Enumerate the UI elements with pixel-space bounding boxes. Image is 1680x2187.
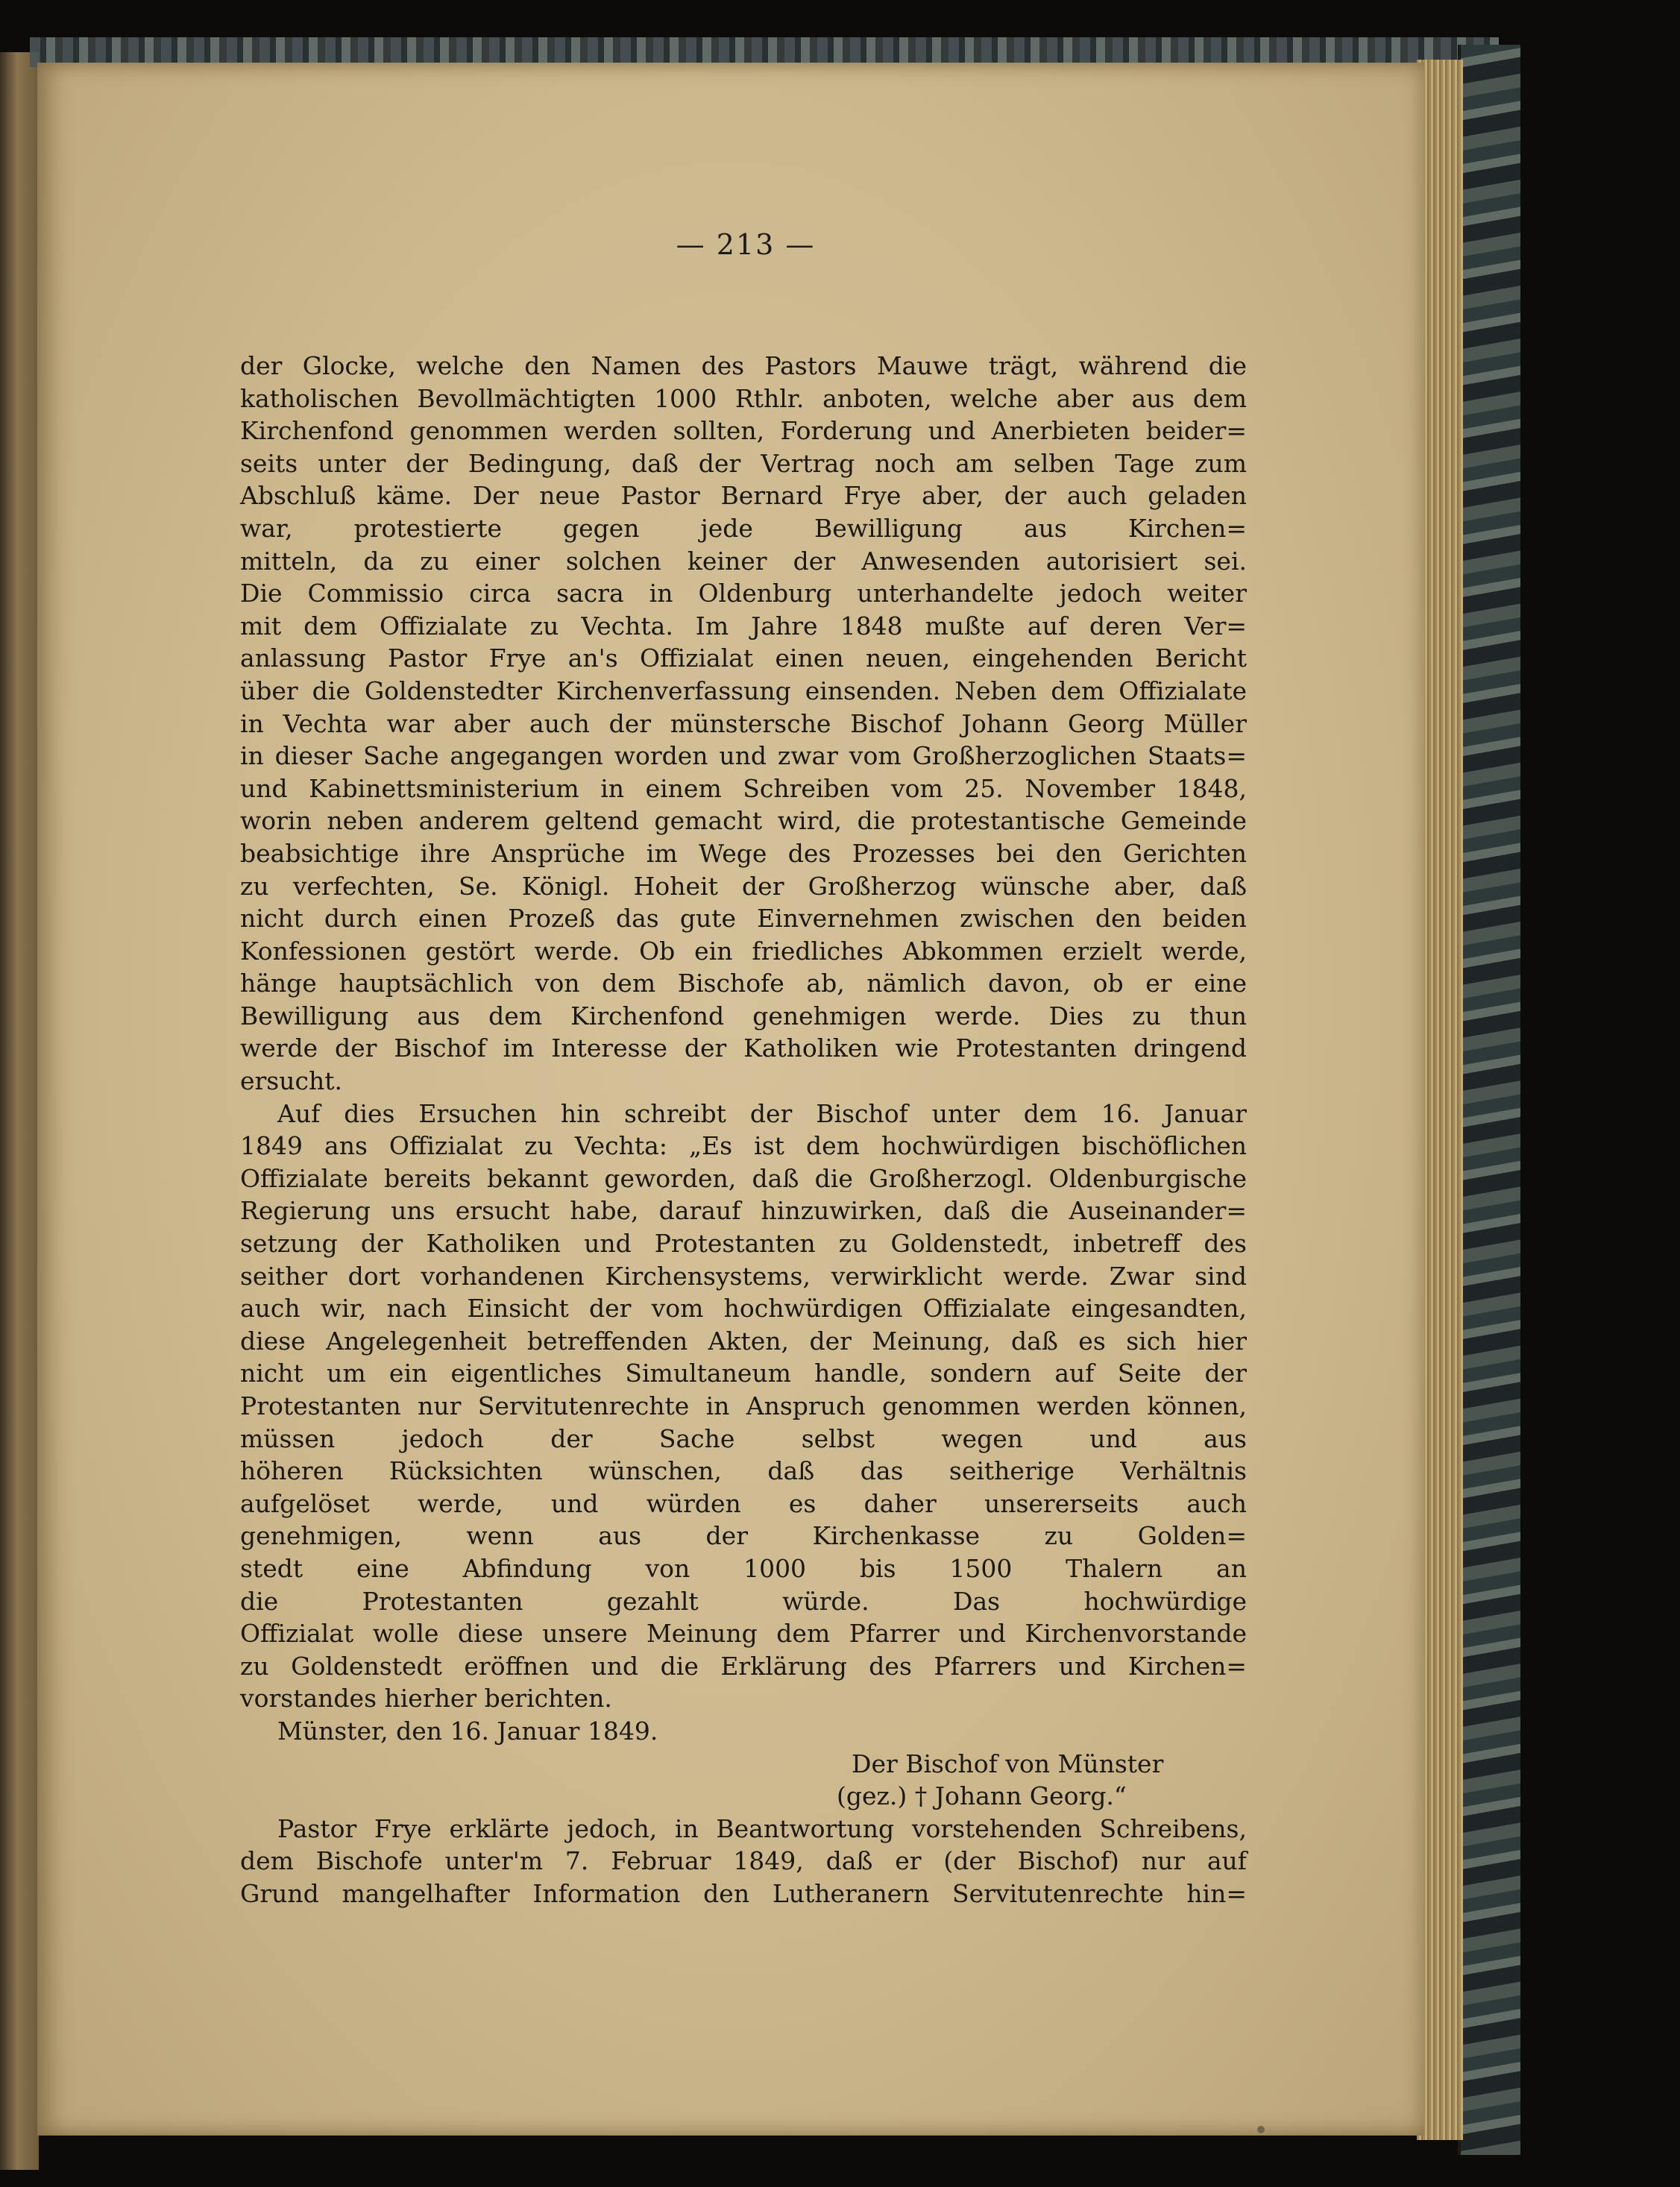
text-line: Kirchenfond genommen werden sollten, Forderung und Anerbieten beider=: [240, 416, 1247, 446]
text-line: Regierung uns ersucht habe, darauf hinzuwirken, daß die Auseinander=: [240, 1196, 1247, 1226]
text-line: ersucht.: [240, 1066, 342, 1096]
text-line: setzung der Katholiken und Protestanten zu Goldenstedt, inbetreff des: [240, 1229, 1247, 1259]
signature-line: (gez.) † Johann Georg.“: [837, 1781, 1127, 1811]
text-line: in dieser Sache angegangen worden und zwar vom Großherzoglichen Staats=: [240, 741, 1247, 771]
text-line: über die Goldenstedter Kirchenverfassung einsenden. Neben dem Offizialate: [240, 676, 1247, 705]
text-line: stedt eine Abfindung von 1000 bis 1500 Thalern an: [240, 1553, 1247, 1583]
text-line: Bewilligung aus dem Kirchenfond genehmigen werde. Dies zu thun: [240, 1001, 1247, 1030]
text-line: Auf dies Ersuchen hin schreibt der Bischof unter dem 16. Januar: [277, 1098, 1247, 1128]
text-line: Konfessionen gestört werde. Ob ein friedliches Abkommen erzielt werde,: [240, 936, 1247, 966]
text-line: dem Bischofe unter'm 7. Februar 1849, daß er (der Bischof) nur auf: [240, 1846, 1247, 1876]
text-line: Grund mangelhafter Information den Lutheranern Servitutenrechte hin=: [240, 1878, 1247, 1908]
text-line: war, protestierte gegen jede Bewilligung aus Kirchen=: [240, 513, 1247, 543]
ink-dot-mark: [1257, 2126, 1265, 2133]
text-line: müssen jedoch der Sache selbst wegen und aus: [240, 1423, 1247, 1453]
text-line: Abschluß käme. Der neue Pastor Bernard Frye aber, der auch geladen: [240, 481, 1247, 511]
text-line: aufgelöset werde, und würden es daher unsererseits auch: [240, 1488, 1247, 1518]
text-line: Protestanten nur Servitutenrechte in Anspruch genommen werden können,: [240, 1391, 1247, 1420]
text-line: Die Commissio circa sacra in Oldenburg unterhandelte jedoch weiter: [240, 579, 1247, 608]
book-page: [37, 63, 1424, 2136]
text-line: diese Angelegenheit betreffenden Akten, der Meinung, daß es sich hier: [240, 1326, 1247, 1356]
text-line: seits unter der Bedingung, daß der Vertrag noch am selben Tage zum: [240, 448, 1247, 478]
text-line: katholischen Bevollmächtigten 1000 Rthlr. anboten, welche aber aus dem: [240, 383, 1247, 413]
text-line: Offizialate bereits bekannt geworden, daß die Großherzogl. Oldenburgische: [240, 1163, 1247, 1193]
text-line: seither dort vorhandenen Kirchensystems, verwirklicht werde. Zwar sind: [240, 1261, 1247, 1291]
text-line: vorstandes hierher berichten.: [240, 1684, 612, 1714]
text-line: worin neben anderem geltend gemacht wird, die protestantische Gemeinde: [240, 806, 1247, 836]
text-line: hänge hauptsächlich von dem Bischofe ab, nämlich davon, ob er eine: [240, 969, 1247, 998]
text-line: Offizialat wolle diese unsere Meinung dem Pfarrer und Kirchenvorstande: [240, 1619, 1247, 1649]
text-line: in Vechta war aber auch der münstersche Bischof Johann Georg Müller: [240, 708, 1247, 738]
text-line: Pastor Frye erklärte jedoch, in Beantwortung vorstehenden Schreibens,: [277, 1813, 1247, 1843]
text-line: mitteln, da zu einer solchen keiner der Anwesenden autorisiert sei.: [240, 546, 1247, 576]
text-line: zu Goldenstedt eröffnen und die Erklärung des Pfarrers und Kirchen=: [240, 1651, 1247, 1681]
text-line: 1849 ans Offizialat zu Vechta: „Es ist dem hochwürdigen bischöflichen: [240, 1131, 1247, 1161]
text-line: Münster, den 16. Januar 1849.: [277, 1716, 658, 1746]
text-line: und Kabinettsministerium in einem Schreiben vom 25. November 1848,: [240, 773, 1247, 803]
text-line: der Glocke, welche den Namen des Pastors Mauwe trägt, während die: [240, 351, 1247, 380]
text-line: nicht um ein eigentliches Simultaneum handle, sondern auf Seite der: [240, 1359, 1247, 1388]
marbled-cover-edge: [1458, 45, 1520, 2155]
signature-line: Der Bischof von Münster: [852, 1749, 1164, 1778]
text-line: mit dem Offizialate zu Vechta. Im Jahre 1848 mußte auf deren Ver=: [240, 611, 1247, 641]
text-line: auch wir, nach Einsicht der vom hochwürdigen Offizialate eingesandten,: [240, 1294, 1247, 1324]
left-page-edge: [0, 52, 39, 2170]
text-line: anlassung Pastor Frye an's Offizialat einen neuen, eingehenden Bericht: [240, 643, 1247, 673]
text-line: werde der Bischof im Interesse der Katholiken wie Protestanten dringend: [240, 1033, 1247, 1063]
text-line: die Protestanten gezahlt würde. Das hochwürdige: [240, 1586, 1247, 1616]
text-line: zu verfechten, Se. Königl. Hoheit der Großherzog wünsche aber, daß: [240, 871, 1247, 901]
text-line: nicht durch einen Prozeß das gute Einvernehmen zwischen den beiden: [240, 904, 1247, 934]
text-line: genehmigen, wenn aus der Kirchenkasse zu Golden=: [240, 1521, 1247, 1551]
text-line: beabsichtige ihre Ansprüche im Wege des Prozesses bei den Gerichten: [240, 838, 1247, 868]
page-number: — 213 —: [676, 228, 816, 261]
text-line: höheren Rücksichten wünschen, daß das seitherige Verhältnis: [240, 1456, 1247, 1486]
body-text: [240, 350, 1247, 1910]
